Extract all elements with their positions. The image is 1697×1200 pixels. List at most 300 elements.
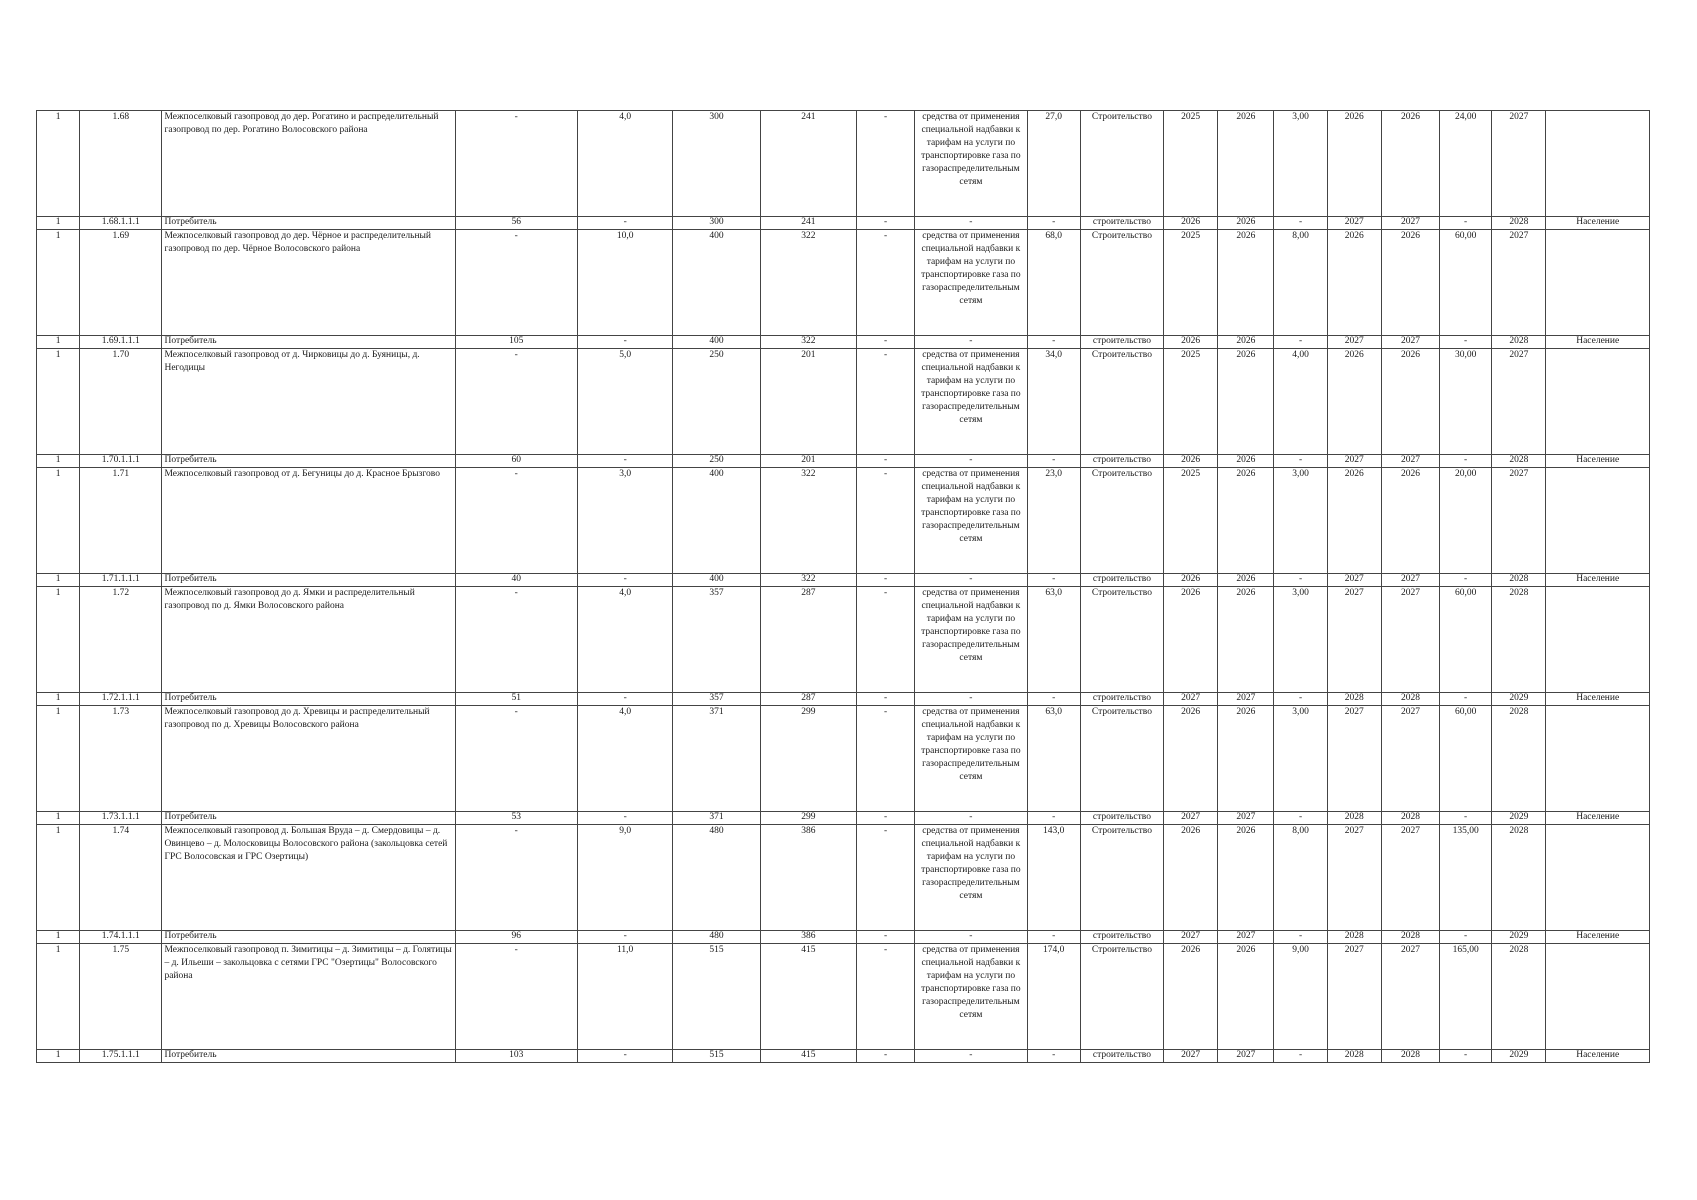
col-object-name-cell: Потребитель [162,812,455,825]
col-consumer-category-cell [1546,111,1650,217]
col-build-cost-cell: 60,00 [1440,706,1492,812]
col-number-cell: 1.75.1.1.1 [80,1050,162,1063]
col-design-end-cell: 2026 [1218,217,1274,230]
object-row [37,349,1650,455]
col-cost-cell: - [1027,1050,1080,1063]
col-funding-source-cell: средства от применения специальной надбавки к тарифам на услуги по транспортировке газа по газораспределительным сетям [915,944,1027,1050]
col-design-start-cell: 2026 [1164,336,1218,349]
col-build-end-cell: 2027 [1381,336,1439,349]
col-consumers-cell: 51 [455,693,577,706]
col-design-cost-cell: 3,00 [1274,111,1327,217]
col-build-start-cell: 2027 [1327,825,1381,931]
col-consumers-cell: 105 [455,336,577,349]
col-build-end-cell: 2027 [1381,944,1439,1050]
object-row [37,468,1650,574]
col-work-type-cell: Строительство [1080,349,1163,455]
col-consumer-category-cell: Население [1546,812,1650,825]
col-build-end-cell: 2028 [1381,693,1439,706]
col-length-cell: 11,0 [577,944,672,1050]
col-design-end-cell: 2026 [1218,455,1274,468]
col-pressure-cell: - [856,812,914,825]
col-work-type-cell: строительство [1080,1050,1163,1063]
col-cost-cell: 68,0 [1027,230,1080,336]
col-pressure-cell: - [856,349,914,455]
col-build-cost-cell: - [1440,217,1492,230]
col-pressure-cell: - [856,574,914,587]
col-capacity-cell: 386 [760,931,856,944]
col-commissioning-cell: 2027 [1492,230,1546,336]
col-consumer-category-cell: Население [1546,574,1650,587]
col-design-cost-cell: 8,00 [1274,825,1327,931]
col-cost-cell: 27,0 [1027,111,1080,217]
col-build-cost-cell: 135,00 [1440,825,1492,931]
object-row [37,944,1650,1050]
col-funding-source-cell: средства от применения специальной надбавки к тарифам на услуги по транспортировке газа по газораспределительным сетям [915,587,1027,693]
col-capacity-cell: 299 [760,812,856,825]
col-work-type-cell: Строительство [1080,706,1163,812]
col-funding-source-cell: - [915,693,1027,706]
col-cost-cell: 34,0 [1027,349,1080,455]
col-design-start-cell: 2027 [1164,931,1218,944]
col-design-end-cell: 2026 [1218,944,1274,1050]
col-build-end-cell: 2028 [1381,931,1439,944]
col-design-end-cell: 2026 [1218,574,1274,587]
col-cost-cell: - [1027,931,1080,944]
col-section-cell: 1 [37,825,80,931]
col-consumer-category-cell: Население [1546,693,1650,706]
object-row [37,587,1650,693]
col-funding-source-cell: средства от применения специальной надбавки к тарифам на услуги по транспортировке газа по газораспределительным сетям [915,349,1027,455]
consumer-row [37,693,1650,706]
col-commissioning-cell: 2028 [1492,574,1546,587]
col-consumer-category-cell: Население [1546,1050,1650,1063]
col-diameter-cell: 400 [673,230,760,336]
col-consumer-category-cell: Население [1546,336,1650,349]
col-funding-source-cell: - [915,455,1027,468]
col-number-cell: 1.70.1.1.1 [80,455,162,468]
col-length-cell: - [577,336,672,349]
col-object-name-cell: Потребитель [162,574,455,587]
col-length-cell: 5,0 [577,349,672,455]
col-build-start-cell: 2026 [1327,468,1381,574]
col-consumer-category-cell [1546,349,1650,455]
col-design-start-cell: 2025 [1164,230,1218,336]
col-pressure-cell: - [856,468,914,574]
col-build-start-cell: 2028 [1327,931,1381,944]
col-commissioning-cell: 2028 [1492,336,1546,349]
col-build-end-cell: 2028 [1381,1050,1439,1063]
col-pressure-cell: - [856,825,914,931]
col-design-start-cell: 2027 [1164,1050,1218,1063]
col-commissioning-cell: 2028 [1492,825,1546,931]
col-build-end-cell: 2026 [1381,468,1439,574]
col-build-start-cell: 2028 [1327,812,1381,825]
col-capacity-cell: 201 [760,455,856,468]
col-consumer-category-cell [1546,468,1650,574]
col-pressure-cell: - [856,336,914,349]
col-object-name-cell: Потребитель [162,931,455,944]
col-capacity-cell: 241 [760,111,856,217]
col-object-name-cell: Потребитель [162,217,455,230]
col-cost-cell: 143,0 [1027,825,1080,931]
col-design-cost-cell: - [1274,217,1327,230]
col-object-name-cell: Потребитель [162,455,455,468]
col-consumers-cell: 40 [455,574,577,587]
col-build-start-cell: 2027 [1327,336,1381,349]
col-design-start-cell: 2026 [1164,217,1218,230]
col-work-type-cell: Строительство [1080,230,1163,336]
col-object-name-cell: Межпоселковый газопровод д. Большая Вруда – д. Смердовицы – д. Овинцево – д. Молосковицы Волосовского района (закольцовка сетей ГРС Волосовская и ГРС Озертицы) [162,825,455,931]
col-build-start-cell: 2027 [1327,587,1381,693]
col-section-cell: 1 [37,931,80,944]
col-design-cost-cell: 9,00 [1274,944,1327,1050]
col-work-type-cell: Строительство [1080,825,1163,931]
col-cost-cell: - [1027,455,1080,468]
col-section-cell: 1 [37,587,80,693]
col-design-start-cell: 2026 [1164,574,1218,587]
col-design-cost-cell: - [1274,574,1327,587]
col-design-cost-cell: - [1274,336,1327,349]
col-consumers-cell: 60 [455,455,577,468]
col-build-end-cell: 2027 [1381,574,1439,587]
col-diameter-cell: 515 [673,944,760,1050]
col-consumer-category-cell [1546,944,1650,1050]
col-diameter-cell: 357 [673,693,760,706]
col-consumers-cell: 103 [455,1050,577,1063]
object-row [37,230,1650,336]
col-capacity-cell: 287 [760,587,856,693]
col-design-start-cell: 2026 [1164,587,1218,693]
col-number-cell: 1.75 [80,944,162,1050]
consumer-row [37,931,1650,944]
col-section-cell: 1 [37,693,80,706]
col-design-cost-cell: 3,00 [1274,468,1327,574]
col-commissioning-cell: 2029 [1492,693,1546,706]
col-length-cell: 9,0 [577,825,672,931]
col-design-end-cell: 2027 [1218,931,1274,944]
col-build-end-cell: 2027 [1381,587,1439,693]
col-section-cell: 1 [37,944,80,1050]
consumer-row [37,1050,1650,1063]
col-section-cell: 1 [37,1050,80,1063]
col-funding-source-cell: средства от применения специальной надбавки к тарифам на услуги по транспортировке газа по газораспределительным сетям [915,825,1027,931]
col-capacity-cell: 322 [760,574,856,587]
col-commissioning-cell: 2028 [1492,455,1546,468]
col-design-end-cell: 2026 [1218,230,1274,336]
col-build-cost-cell: 60,00 [1440,230,1492,336]
col-object-name-cell: Потребитель [162,693,455,706]
col-cost-cell: - [1027,693,1080,706]
col-design-end-cell: 2026 [1218,349,1274,455]
col-object-name-cell: Межпоселковый газопровод от д. Чирковицы до д. Буяницы, д. Негодицы [162,349,455,455]
col-design-start-cell: 2025 [1164,349,1218,455]
col-diameter-cell: 400 [673,574,760,587]
col-cost-cell: - [1027,336,1080,349]
col-section-cell: 1 [37,706,80,812]
col-pressure-cell: - [856,944,914,1050]
col-work-type-cell: Строительство [1080,587,1163,693]
col-design-cost-cell: - [1274,812,1327,825]
col-number-cell: 1.68 [80,111,162,217]
col-section-cell: 1 [37,217,80,230]
col-build-end-cell: 2027 [1381,217,1439,230]
col-build-start-cell: 2026 [1327,349,1381,455]
col-number-cell: 1.71 [80,468,162,574]
col-number-cell: 1.69.1.1.1 [80,336,162,349]
col-cost-cell: - [1027,574,1080,587]
col-length-cell: - [577,812,672,825]
col-pressure-cell: - [856,706,914,812]
col-object-name-cell: Межпоселковый газопровод до дер. Рогатино и распределительный газопровод по дер. Рогатино Волосовского района [162,111,455,217]
col-number-cell: 1.72 [80,587,162,693]
col-build-start-cell: 2027 [1327,455,1381,468]
col-design-cost-cell: - [1274,1050,1327,1063]
col-consumer-category-cell [1546,230,1650,336]
consumer-row [37,336,1650,349]
col-design-cost-cell: - [1274,455,1327,468]
col-design-cost-cell: 3,00 [1274,706,1327,812]
col-length-cell: - [577,693,672,706]
col-build-end-cell: 2026 [1381,349,1439,455]
col-pressure-cell: - [856,931,914,944]
col-diameter-cell: 371 [673,706,760,812]
col-length-cell: - [577,931,672,944]
col-capacity-cell: 201 [760,349,856,455]
col-design-end-cell: 2026 [1218,706,1274,812]
col-capacity-cell: 415 [760,944,856,1050]
col-length-cell: 3,0 [577,468,672,574]
col-object-name-cell: Межпоселковый газопровод до д. Хревицы и распределительный газопровод по д. Хревицы Волосовского района [162,706,455,812]
col-build-start-cell: 2026 [1327,111,1381,217]
col-design-cost-cell: - [1274,693,1327,706]
col-commissioning-cell: 2029 [1492,931,1546,944]
col-consumers-cell: 96 [455,931,577,944]
col-object-name-cell: Межпоселковый газопровод от д. Бегуницы до д. Красное Брызгово [162,468,455,574]
col-number-cell: 1.74 [80,825,162,931]
col-build-cost-cell: 20,00 [1440,468,1492,574]
col-section-cell: 1 [37,111,80,217]
col-consumer-category-cell: Население [1546,931,1650,944]
col-design-end-cell: 2026 [1218,825,1274,931]
consumer-row [37,217,1650,230]
consumer-row [37,455,1650,468]
col-funding-source-cell: средства от применения специальной надбавки к тарифам на услуги по транспортировке газа по газораспределительным сетям [915,230,1027,336]
col-length-cell: - [577,1050,672,1063]
col-consumers-cell: 53 [455,812,577,825]
col-design-cost-cell: 4,00 [1274,349,1327,455]
col-capacity-cell: 241 [760,217,856,230]
col-number-cell: 1.73 [80,706,162,812]
col-pressure-cell: - [856,217,914,230]
col-cost-cell: 174,0 [1027,944,1080,1050]
consumer-row [37,574,1650,587]
col-consumer-category-cell [1546,587,1650,693]
col-design-start-cell: 2025 [1164,111,1218,217]
col-diameter-cell: 300 [673,217,760,230]
col-funding-source-cell: - [915,336,1027,349]
col-diameter-cell: 250 [673,349,760,455]
col-consumer-category-cell: Население [1546,217,1650,230]
col-length-cell: - [577,574,672,587]
col-diameter-cell: 400 [673,336,760,349]
col-commissioning-cell: 2029 [1492,1050,1546,1063]
col-design-cost-cell: 8,00 [1274,230,1327,336]
col-funding-source-cell: - [915,574,1027,587]
col-build-end-cell: 2028 [1381,812,1439,825]
col-build-cost-cell: - [1440,812,1492,825]
col-design-end-cell: 2026 [1218,336,1274,349]
col-diameter-cell: 300 [673,111,760,217]
col-commissioning-cell: 2028 [1492,217,1546,230]
col-work-type-cell: строительство [1080,931,1163,944]
col-capacity-cell: 322 [760,336,856,349]
col-funding-source-cell: средства от применения специальной надбавки к тарифам на услуги по транспортировке газа по газораспределительным сетям [915,468,1027,574]
col-number-cell: 1.74.1.1.1 [80,931,162,944]
col-build-cost-cell: - [1440,1050,1492,1063]
col-number-cell: 1.68.1.1.1 [80,217,162,230]
col-capacity-cell: 415 [760,1050,856,1063]
col-commissioning-cell: 2027 [1492,349,1546,455]
col-section-cell: 1 [37,230,80,336]
col-work-type-cell: Строительство [1080,944,1163,1050]
col-design-cost-cell: 3,00 [1274,587,1327,693]
col-consumers-cell: 56 [455,217,577,230]
col-build-cost-cell: - [1440,693,1492,706]
col-build-start-cell: 2027 [1327,706,1381,812]
col-consumer-category-cell [1546,706,1650,812]
col-design-start-cell: 2025 [1164,468,1218,574]
col-section-cell: 1 [37,574,80,587]
col-object-name-cell: Межпоселковый газопровод до д. Ямки и распределительный газопровод по д. Ямки Волосовского района [162,587,455,693]
col-consumer-category-cell: Население [1546,455,1650,468]
col-diameter-cell: 515 [673,1050,760,1063]
col-build-start-cell: 2026 [1327,230,1381,336]
col-design-start-cell: 2026 [1164,706,1218,812]
col-design-cost-cell: - [1274,931,1327,944]
col-design-end-cell: 2027 [1218,1050,1274,1063]
col-build-end-cell: 2027 [1381,455,1439,468]
col-design-end-cell: 2026 [1218,468,1274,574]
col-length-cell: - [577,217,672,230]
col-design-start-cell: 2026 [1164,825,1218,931]
col-cost-cell: 63,0 [1027,706,1080,812]
col-capacity-cell: 322 [760,230,856,336]
col-build-end-cell: 2027 [1381,825,1439,931]
col-section-cell: 1 [37,812,80,825]
col-build-cost-cell: - [1440,455,1492,468]
col-funding-source-cell: - [915,812,1027,825]
col-commissioning-cell: 2027 [1492,468,1546,574]
col-length-cell: 4,0 [577,587,672,693]
col-capacity-cell: 386 [760,825,856,931]
col-cost-cell: - [1027,217,1080,230]
col-diameter-cell: 250 [673,455,760,468]
col-build-cost-cell: 60,00 [1440,587,1492,693]
col-consumers-cell: - [455,706,577,812]
col-consumers-cell: - [455,111,577,217]
col-number-cell: 1.71.1.1.1 [80,574,162,587]
col-work-type-cell: строительство [1080,455,1163,468]
col-design-end-cell: 2026 [1218,111,1274,217]
col-commissioning-cell: 2028 [1492,706,1546,812]
col-diameter-cell: 400 [673,468,760,574]
col-build-cost-cell: - [1440,931,1492,944]
col-pressure-cell: - [856,455,914,468]
col-consumers-cell: - [455,944,577,1050]
col-funding-source-cell: - [915,931,1027,944]
col-funding-source-cell: - [915,1050,1027,1063]
col-design-start-cell: 2027 [1164,812,1218,825]
col-build-cost-cell: 30,00 [1440,349,1492,455]
col-commissioning-cell: 2029 [1492,812,1546,825]
col-cost-cell: 63,0 [1027,587,1080,693]
col-object-name-cell: Межпоселковый газопровод п. Зимитицы – д. Зимитицы – д. Голятицы – д. Ильеши – закольцовка с сетями ГРС "Озертицы" Волосовского района [162,944,455,1050]
col-design-start-cell: 2027 [1164,693,1218,706]
col-number-cell: 1.69 [80,230,162,336]
col-work-type-cell: строительство [1080,217,1163,230]
col-consumers-cell: - [455,587,577,693]
col-build-end-cell: 2027 [1381,706,1439,812]
consumer-row [37,812,1650,825]
col-object-name-cell: Межпоселковый газопровод до дер. Чёрное и распределительный газопровод по дер. Чёрное Волосовского района [162,230,455,336]
col-build-start-cell: 2028 [1327,693,1381,706]
col-capacity-cell: 299 [760,706,856,812]
col-design-end-cell: 2027 [1218,812,1274,825]
col-work-type-cell: строительство [1080,336,1163,349]
col-funding-source-cell: средства от применения специальной надбавки к тарифам на услуги по транспортировке газа по газораспределительным сетям [915,111,1027,217]
col-build-cost-cell: 165,00 [1440,944,1492,1050]
col-diameter-cell: 357 [673,587,760,693]
col-section-cell: 1 [37,349,80,455]
col-work-type-cell: строительство [1080,574,1163,587]
col-build-end-cell: 2026 [1381,230,1439,336]
col-cost-cell: - [1027,812,1080,825]
col-number-cell: 1.73.1.1.1 [80,812,162,825]
col-cost-cell: 23,0 [1027,468,1080,574]
col-design-end-cell: 2026 [1218,587,1274,693]
object-row [37,825,1650,931]
col-funding-source-cell: средства от применения специальной надбавки к тарифам на услуги по транспортировке газа по газораспределительным сетям [915,706,1027,812]
col-commissioning-cell: 2027 [1492,111,1546,217]
col-consumers-cell: - [455,468,577,574]
object-row [37,706,1650,812]
col-consumers-cell: - [455,825,577,931]
col-build-cost-cell: 24,00 [1440,111,1492,217]
col-object-name-cell: Потребитель [162,1050,455,1063]
document-page [36,110,1650,1063]
col-work-type-cell: Строительство [1080,468,1163,574]
col-diameter-cell: 480 [673,931,760,944]
col-consumer-category-cell [1546,825,1650,931]
col-build-end-cell: 2026 [1381,111,1439,217]
col-number-cell: 1.72.1.1.1 [80,693,162,706]
object-row [37,111,1650,217]
col-funding-source-cell: - [915,217,1027,230]
col-section-cell: 1 [37,468,80,574]
col-design-start-cell: 2026 [1164,455,1218,468]
col-build-start-cell: 2027 [1327,944,1381,1050]
col-commissioning-cell: 2028 [1492,944,1546,1050]
col-consumers-cell: - [455,349,577,455]
col-design-end-cell: 2027 [1218,693,1274,706]
col-build-start-cell: 2027 [1327,217,1381,230]
col-length-cell: 4,0 [577,111,672,217]
col-work-type-cell: строительство [1080,812,1163,825]
col-work-type-cell: Строительство [1080,111,1163,217]
col-length-cell: - [577,455,672,468]
col-number-cell: 1.70 [80,349,162,455]
col-capacity-cell: 287 [760,693,856,706]
